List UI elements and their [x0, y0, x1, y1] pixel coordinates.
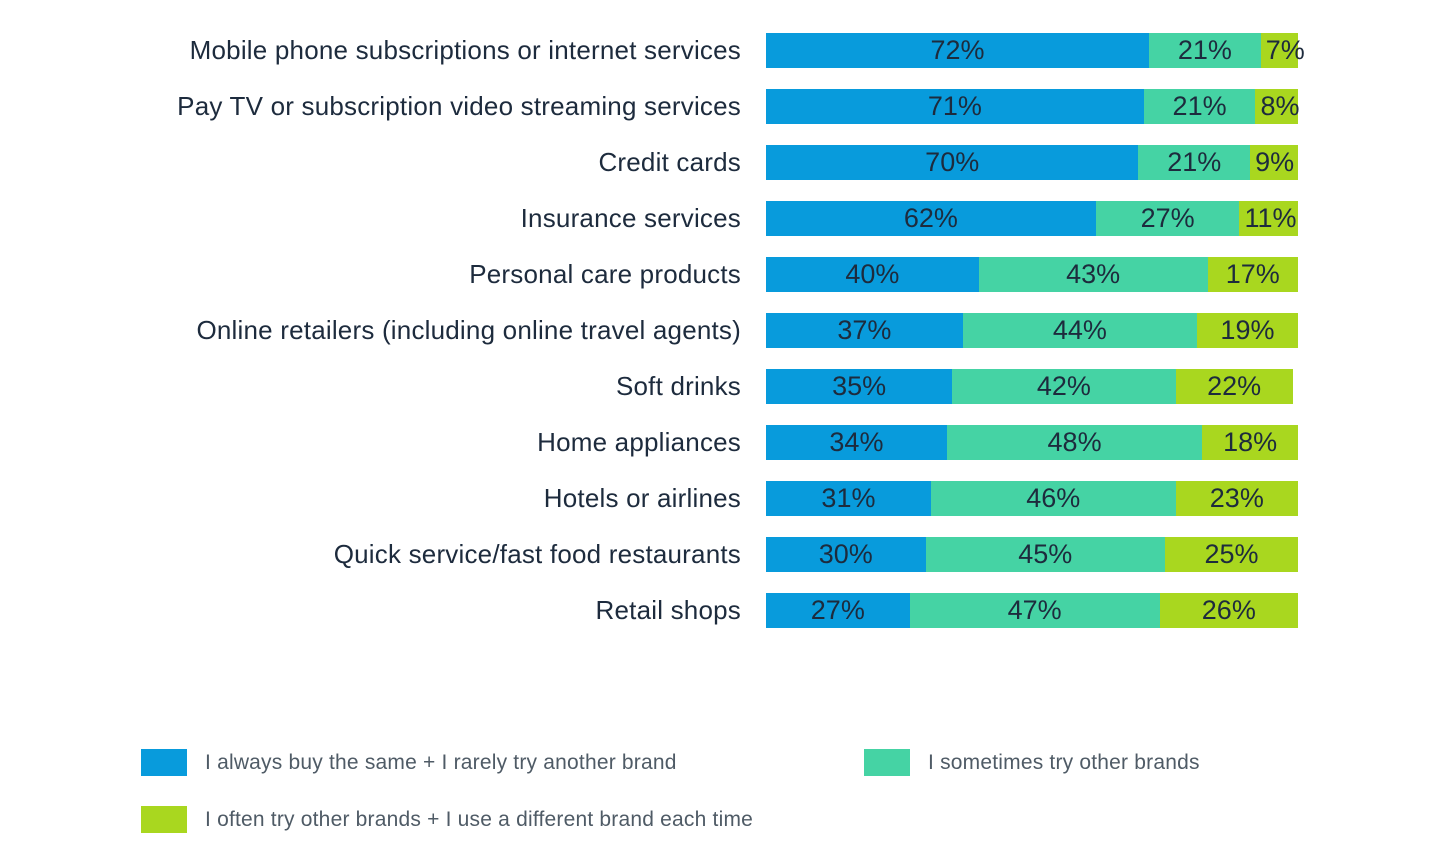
stacked-bar [766, 201, 1298, 236]
value-label: 48% [1047, 426, 1102, 457]
category-label: Credit cards [598, 146, 741, 177]
bar-segment-often [1208, 257, 1298, 292]
chart-row [0, 526, 1432, 582]
value-label: 72% [930, 34, 985, 65]
bar-segment-always [766, 33, 1149, 68]
chart-row [0, 470, 1432, 526]
bar-segment-often [1202, 425, 1298, 460]
bar-segment-sometimes [931, 481, 1176, 516]
value-label: 22% [1207, 370, 1262, 401]
bar-segment-always [766, 593, 910, 628]
bar-segment-sometimes [952, 369, 1175, 404]
bar-segment-sometimes [1149, 33, 1261, 68]
value-label: 45% [1018, 538, 1073, 569]
chart-row [0, 582, 1432, 638]
value-label: 62% [903, 202, 958, 233]
value-label: 35% [832, 370, 887, 401]
stacked-bar [766, 313, 1298, 348]
legend-label-often: I often try other brands + I use a different brand each time [205, 807, 754, 831]
category-label: Pay TV or subscription video streaming services [177, 90, 741, 121]
bar-segment-always [766, 89, 1144, 124]
value-label: 27% [1140, 202, 1195, 233]
stacked-bar [766, 257, 1298, 292]
value-label: 70% [925, 146, 980, 177]
bar-segment-sometimes [1138, 145, 1250, 180]
bar-segment-often [1250, 145, 1298, 180]
chart-row [0, 190, 1432, 246]
value-label: 43% [1066, 258, 1121, 289]
value-label: 11% [1244, 202, 1297, 233]
bar-segment-often [1239, 201, 1298, 236]
stacked-bar [766, 89, 1298, 124]
value-label: 21% [1167, 146, 1222, 177]
chart-row [0, 302, 1432, 358]
category-label: Quick service/fast food restaurants [333, 538, 741, 569]
value-label: 17% [1225, 258, 1280, 289]
bar-segment-always [766, 201, 1096, 236]
bar-segment-sometimes [979, 257, 1208, 292]
bar-segment-always [766, 537, 926, 572]
value-label: 8% [1260, 90, 1300, 121]
chart-row [0, 22, 1432, 78]
bar-segment-sometimes [1096, 201, 1240, 236]
chart-row [0, 78, 1432, 134]
value-label: 25% [1204, 538, 1259, 569]
value-label: 31% [821, 482, 876, 513]
legend-item-always [141, 749, 677, 776]
stacked-bar [766, 369, 1298, 404]
value-label: 34% [829, 426, 884, 457]
bar-segment-often [1176, 369, 1293, 404]
bar-segment-sometimes [963, 313, 1197, 348]
value-label: 21% [1177, 34, 1232, 65]
bar-segment-often [1165, 537, 1298, 572]
bar-segment-often [1176, 481, 1298, 516]
bar-segment-always [766, 369, 952, 404]
category-label: Personal care products [469, 258, 741, 289]
chart-rows [0, 22, 1432, 638]
value-label: 71% [927, 90, 982, 121]
bar-segment-always [766, 145, 1138, 180]
bar-segment-always [766, 481, 931, 516]
stacked-bar [766, 593, 1298, 628]
chart-row [0, 358, 1432, 414]
legend-swatch-always [141, 749, 187, 776]
stacked-bar [766, 33, 1305, 68]
bar-segment-often [1160, 593, 1298, 628]
bar-segment-sometimes [947, 425, 1202, 460]
category-label: Hotels or airlines [543, 482, 741, 513]
bar-segment-always [766, 425, 947, 460]
legend-swatch-often [141, 806, 187, 833]
value-label: 40% [845, 258, 900, 289]
legend-label-sometimes: I sometimes try other brands [928, 750, 1200, 774]
value-label: 9% [1255, 146, 1295, 177]
stacked-bar [766, 145, 1298, 180]
bar-segment-often [1261, 33, 1305, 68]
legend-item-often [141, 806, 753, 833]
bar-segment-sometimes [926, 537, 1165, 572]
chart-row [0, 134, 1432, 190]
bar-segment-often [1255, 89, 1298, 124]
category-label: Insurance services [520, 202, 741, 233]
chart-row [0, 414, 1432, 470]
legend-label-always: I always buy the same + I rarely try another brand [205, 750, 677, 774]
legend-item-sometimes [864, 749, 1200, 776]
value-label: 27% [810, 594, 865, 625]
value-label: 37% [837, 314, 892, 345]
value-label: 30% [818, 538, 873, 569]
category-label: Home appliances [537, 426, 741, 457]
value-label: 23% [1209, 482, 1264, 513]
bar-segment-always [766, 257, 979, 292]
stacked-bar [766, 425, 1298, 460]
stacked-bar [766, 481, 1298, 516]
legend-swatch-sometimes [864, 749, 910, 776]
bar-segment-always [766, 313, 963, 348]
value-label: 42% [1036, 370, 1091, 401]
bar-segment-often [1197, 313, 1298, 348]
chart-row [0, 246, 1432, 302]
value-label: 19% [1220, 314, 1275, 345]
value-label: 7% [1265, 34, 1305, 65]
value-label: 47% [1007, 594, 1062, 625]
category-label: Mobile phone subscriptions or internet services [189, 34, 741, 65]
value-label: 44% [1052, 314, 1107, 345]
value-label: 46% [1026, 482, 1081, 513]
value-label: 21% [1172, 90, 1227, 121]
stacked-bar [766, 537, 1298, 572]
category-label: Retail shops [595, 594, 741, 625]
value-label: 26% [1201, 594, 1256, 625]
value-label: 18% [1223, 426, 1278, 457]
bar-segment-sometimes [1144, 89, 1256, 124]
category-label: Soft drinks [615, 370, 741, 401]
category-label: Online retailers (including online travel agents) [196, 314, 741, 345]
bar-segment-sometimes [910, 593, 1160, 628]
